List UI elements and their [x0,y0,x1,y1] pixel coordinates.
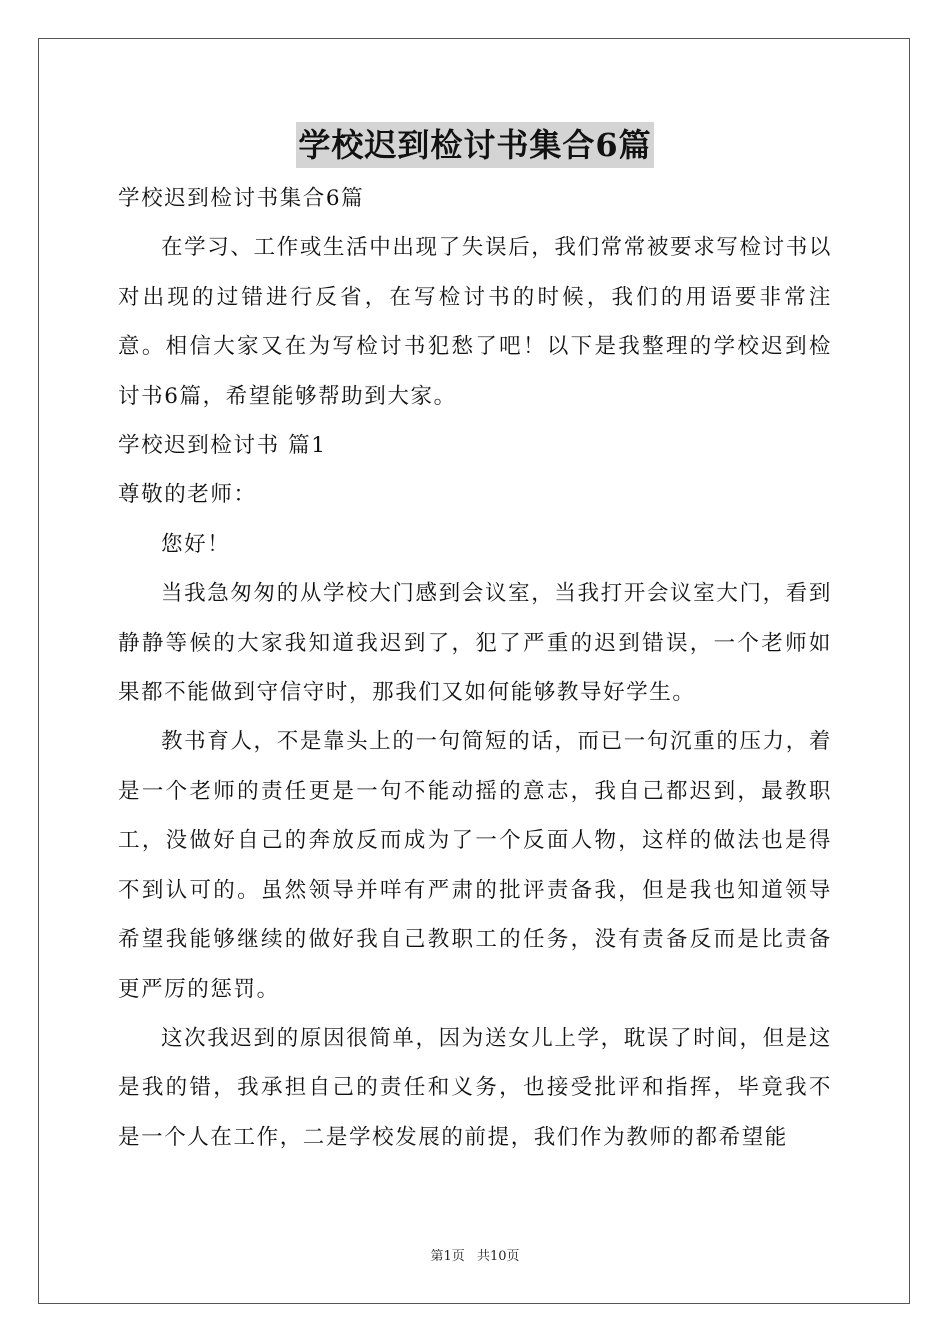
greeting: 您好！ [161,531,231,557]
page-footer [0,1247,950,1267]
section-heading: 学校迟到检讨书 篇1 [118,433,327,459]
subtitle-line: 学校迟到检讨书集合6篇 [118,186,365,211]
salutation: 尊敬的老师： [118,482,257,508]
document-body [118,174,832,1162]
body-paragraph: 这次我迟到的原因很简单，因为送女儿上学，耽误了时间，但是这是我的错，我承担自己的责任和义务，也接受批评和指挥，毕竟我不是一个人在工作，二是学校发展的前提，我们作为教师的都希望能 [118,1025,832,1150]
body-paragraph: 当我急匆匆的从学校大门感到会议室，当我打开会议室大门，看到静静等候的大家我知道我迟到了，犯了严重的迟到错误，一个老师如果都不能做到守信守时，那我们又如何能够教导好学生。 [118,581,832,706]
page-total: 共10页 [476,1249,520,1264]
intro-paragraph: 在学习、工作或生活中出现了失误后，我们常常被要求写检讨书以对出现的过错进行反省，在写检讨书的时候，我们的用语要非常注意。相信大家又在为写检讨书犯愁了吧！以下是我整理的学校迟到检讨书6篇，希望能够帮助到大家。 [118,235,832,409]
title-container [0,122,950,168]
page-number: 第1页 [430,1249,465,1264]
document-title: 学校迟到检讨书集合6篇 [296,122,653,168]
body-paragraph: 教书育人，不是靠头上的一句简短的话，而已一句沉重的压力，着是一个老师的责任更是一句不能动摇的意志，我自己都迟到，最教职工，没做好自己的奔放反而成为了一个反面人物，这样的做法也是得不到认可的。虽然领导并咩有严肃的批评责备我，但是我也知道领导希望我能够继续的做好我自己教职工的任务，没有责备反而是比责备更严厉的惩罚。 [118,729,832,1002]
